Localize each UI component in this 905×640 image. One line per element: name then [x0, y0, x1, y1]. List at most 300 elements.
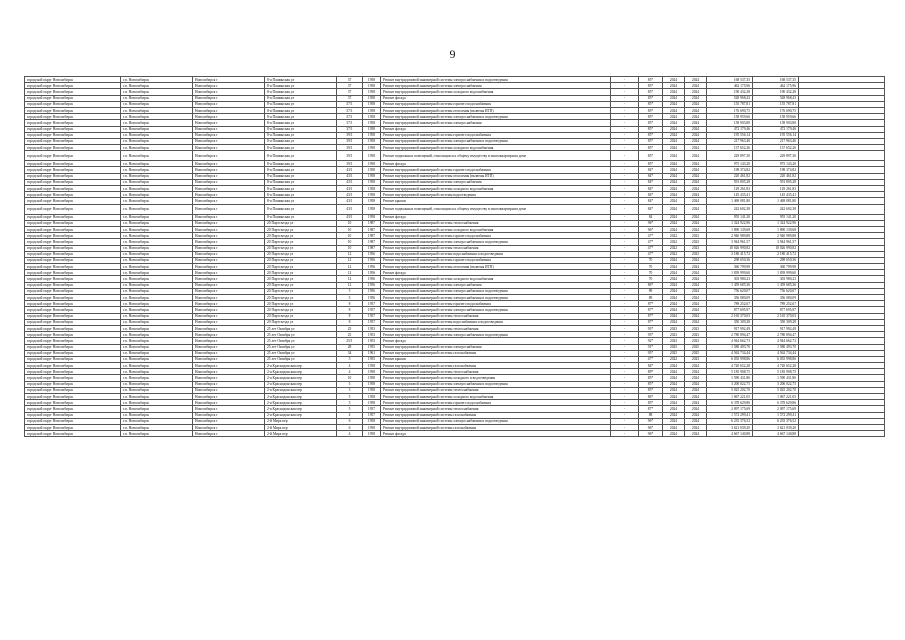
dash-cell: - [611, 251, 639, 257]
city-cell: Новосибирск г [193, 226, 265, 232]
dash-cell: - [611, 233, 639, 239]
work-type-cell: Ремонт внутридомовой инженерной системы холодного водоснабжения [381, 89, 611, 95]
total-cost-cell: 6 035 998,86 [753, 356, 799, 362]
house-number-cell: 39/1 [337, 132, 363, 138]
work-type-cell: Ремонт внутридомовой инженерной системы водоотведения [381, 192, 611, 198]
house-number-cell: 5 [337, 406, 363, 412]
municipality-cell: городской округ Новосибирск [25, 95, 121, 101]
street-cell: 8-я Пашинская ул [265, 151, 337, 161]
cost-cell: 1 469 081,80 [707, 198, 753, 204]
year-built-cell: 1955 [363, 344, 381, 350]
house-number-cell: 43/1 [337, 214, 363, 220]
house-number-cell: 4 [337, 412, 363, 418]
total-cost-cell: 2 780 894,47 [753, 332, 799, 338]
work-type-cell: Ремонт внутридомовой инженерной системы холодного водоснабжения [381, 226, 611, 232]
city-cell: Новосибирск г [193, 95, 265, 101]
cost-cell: 5 185 908,75 [707, 369, 753, 375]
cost-cell: 145 435,41 [707, 192, 753, 198]
cost-cell: 4 667 140,88 [707, 431, 753, 437]
dash-cell: - [611, 356, 639, 362]
municipality-cell: городской округ Новосибирск [25, 301, 121, 307]
city-cell: Новосибирск г [193, 282, 265, 288]
year-built-cell: 1958 [363, 77, 381, 83]
start-year-cell: 2024 [663, 145, 685, 151]
work-type-cell: Ремонт внутридомовой инженерной системы горячего водоснабжения [381, 101, 611, 107]
work-type-cell: Ремонт внутридомовой инженерной системы теплоснабжения [381, 313, 611, 319]
work-type-cell: Ремонт внутридомовой инженерной системы электроснабжения [381, 83, 611, 89]
work-type-cell: Ремонт внутридомовой инженерной системы холодного водоснабжения [381, 276, 611, 282]
year-built-cell: 1957 [363, 301, 381, 307]
work-type-cell: Ремонт внутридомовой инженерной системы холодного и водоотведения [381, 375, 611, 381]
house-number-cell: 12 [337, 251, 363, 257]
cost-cell: 2 097 175,69 [707, 406, 753, 412]
total-cost-cell: 1 469 081,80 [753, 198, 799, 204]
city-cell: Новосибирск г [193, 344, 265, 350]
work-type-cell: Ремонт внутридомовой инженерной системы теплоснабжения [381, 220, 611, 226]
work-type-cell: Ремонт внутридомовой инженерной системы отопления (включая ИТП) [381, 264, 611, 270]
year-built-cell: 1956 [363, 295, 381, 301]
end-year-cell: 2024 [685, 220, 707, 226]
settlement-cell: г.п. Новосибирск [121, 204, 193, 214]
settlement-cell: г.п. Новосибирск [121, 424, 193, 430]
work-type-cell: Ремонт внутридомовой инженерной системы газоснабжения [381, 350, 611, 356]
work-type-cell: Ремонт внутридомовой инженерной системы электроснабжения и водоотведения [381, 307, 611, 313]
year-built-cell: 1953 [363, 332, 381, 338]
street-cell: 20 Партсъезда ул [265, 239, 337, 245]
municipality-cell: городской округ Новосибирск [25, 167, 121, 173]
dash-cell: - [611, 295, 639, 301]
start-year-cell: 2022 [663, 245, 685, 251]
settlement-cell: г.п. Новосибирск [121, 301, 193, 307]
work-type-cell: Ремонт внутридомовой инженерной системы электроснабжения и водоотведения [381, 239, 611, 245]
city-cell: Новосибирск г [193, 114, 265, 120]
city-cell: Новосибирск г [193, 332, 265, 338]
city-cell: Новосибирск г [193, 192, 265, 198]
city-cell: Новосибирск г [193, 126, 265, 132]
year-built-cell: 1958 [363, 192, 381, 198]
cost-cell: 3 200 022,75 [707, 381, 753, 387]
cost-cell: 242 602,38 [707, 204, 753, 214]
house-number-cell: 12 [337, 276, 363, 282]
work-type-cell: Ремонт внутридомовой инженерной системы электроснабжения и водоотведения [381, 295, 611, 301]
city-cell: Новосибирск г [193, 363, 265, 369]
dash-cell: - [611, 424, 639, 430]
start-year-cell: 2024 [663, 167, 685, 173]
start-year-cell: 2024 [663, 400, 685, 406]
house-number-cell: 5 [337, 295, 363, 301]
work-type-cell: Ремонт крыши [381, 198, 611, 204]
cost-cell: 3 621 039,20 [707, 424, 753, 430]
end-year-cell: 2024 [685, 387, 707, 393]
house-number-cell: 25/1 [337, 338, 363, 344]
work-type-cell: Ремонт внутридомовой инженерной системы холодного водоснабжения [381, 145, 611, 151]
total-cost-cell: 5 025 202,70 [753, 387, 799, 393]
total-cost-cell: 2 940 989,88 [753, 233, 799, 239]
dash-cell: - [611, 167, 639, 173]
end-year-cell: 2024 [685, 107, 707, 113]
dash-cell: - [611, 186, 639, 192]
start-year-cell: 2024 [663, 226, 685, 232]
municipality-cell: городской округ Новосибирск [25, 325, 121, 331]
dash-cell: - [611, 325, 639, 331]
settlement-cell: г.п. Новосибирск [121, 167, 193, 173]
start-year-cell: 2024 [663, 369, 685, 375]
year-built-cell: 1958 [363, 120, 381, 126]
cost-cell: 1 324 922,96 [707, 220, 753, 226]
settlement-cell: г.п. Новосибирск [121, 387, 193, 393]
city-cell: Новосибирск г [193, 179, 265, 185]
settlement-cell: г.п. Новосибирск [121, 264, 193, 270]
dash-cell: - [611, 179, 639, 185]
city-cell: Новосибирск г [193, 167, 265, 173]
municipality-cell: городской округ Новосибирск [25, 132, 121, 138]
cost-cell: 158 903,80 [707, 120, 753, 126]
start-year-cell: 2024 [663, 319, 685, 325]
municipality-cell: городской округ Новосибирск [25, 276, 121, 282]
city-cell: Новосибирск г [193, 313, 265, 319]
city-cell: Новосибирск г [193, 288, 265, 294]
cost-cell: 756 620,07 [707, 288, 753, 294]
start-year-cell: 2024 [663, 186, 685, 192]
cost-cell: 6 378 629,86 [707, 400, 753, 406]
wear-percent-cell: 84* [639, 198, 663, 204]
cost-cell: 789 252,67 [707, 301, 753, 307]
settlement-cell: г.п. Новосибирск [121, 276, 193, 282]
work-type-cell: Ремонт внутридомовой инженерной системы электроснабжения и водоотведения [381, 138, 611, 144]
city-cell: Новосибирск г [193, 307, 265, 313]
year-built-cell: 1958 [363, 204, 381, 214]
work-type-cell: Ремонт внутридомовой инженерной системы электроснабжения [381, 344, 611, 350]
start-year-cell: 2024 [663, 257, 685, 263]
cost-cell: 5 025 202,70 [707, 387, 753, 393]
house-number-cell: 10 [337, 226, 363, 232]
street-cell: 20 Партсъезда ул [265, 288, 337, 294]
year-built-cell: 1958 [363, 151, 381, 161]
house-number-cell: 37 [337, 95, 363, 101]
house-number-cell: 8 [337, 307, 363, 313]
end-year-cell: 2024 [685, 226, 707, 232]
end-year-cell: 2024 [685, 282, 707, 288]
year-built-cell: 1956 [363, 270, 381, 276]
year-built-cell: 1958 [363, 387, 381, 393]
municipality-cell: городской округ Новосибирск [25, 424, 121, 430]
municipality-cell: городской округ Новосибирск [25, 226, 121, 232]
settlement-cell: г.п. Новосибирск [121, 412, 193, 418]
city-cell: Новосибирск г [193, 161, 265, 167]
house-number-cell: 12 [337, 257, 363, 263]
municipality-cell: городской округ Новосибирск [25, 338, 121, 344]
settlement-cell: г.п. Новосибирск [121, 307, 193, 313]
dash-cell: - [611, 138, 639, 144]
dash-cell: - [611, 107, 639, 113]
street-cell: 8-я Пашинская ул [265, 138, 337, 144]
work-type-cell: Ремонт внутридомовой инженерной системы газоснабжения [381, 424, 611, 430]
start-year-cell: 2024 [663, 101, 685, 107]
street-cell: 20 Партсъезда ул [265, 233, 337, 239]
city-cell: Новосибирск г [193, 89, 265, 95]
dash-cell: - [611, 301, 639, 307]
city-cell: Новосибирск г [193, 120, 265, 126]
total-cost-cell: 303 980,23 [753, 276, 799, 282]
total-cost-cell: 462 175,96 [753, 83, 799, 89]
start-year-cell: 2024 [663, 276, 685, 282]
total-cost-cell: 176 690,75 [753, 107, 799, 113]
municipality-cell: городской округ Новосибирск [25, 264, 121, 270]
municipality-cell: городской округ Новосибирск [25, 101, 121, 107]
settlement-cell: г.п. Новосибирск [121, 151, 193, 161]
year-built-cell: 1958 [363, 186, 381, 192]
end-year-cell: 2024 [685, 431, 707, 437]
city-cell: Новосибирск г [193, 83, 265, 89]
end-year-cell: 2024 [685, 204, 707, 214]
work-type-cell: Ремонт фасада [381, 214, 611, 220]
year-built-cell: 1958 [363, 114, 381, 120]
start-year-cell: 2024 [663, 375, 685, 381]
start-year-cell: 2024 [663, 307, 685, 313]
settlement-cell: г.п. Новосибирск [121, 375, 193, 381]
start-year-cell: 2024 [663, 264, 685, 270]
start-year-cell: 2024 [663, 95, 685, 101]
street-cell: 8-я Пашинская ул [265, 204, 337, 214]
end-year-cell: 2023 [685, 332, 707, 338]
municipality-cell: городской округ Новосибирск [25, 83, 121, 89]
dash-cell: - [611, 245, 639, 251]
house-number-cell: 43/1 [337, 192, 363, 198]
city-cell: Новосибирск г [193, 394, 265, 400]
dash-cell: - [611, 239, 639, 245]
work-type-cell: Ремонт внутридомовой инженерной системы теплоснабжения [381, 406, 611, 412]
cost-cell: 1 067 221,05 [707, 394, 753, 400]
municipality-cell: городской округ Новосибирск [25, 214, 121, 220]
street-cell: 25 лет Октября ул [265, 356, 337, 362]
start-year-cell: 2024 [663, 301, 685, 307]
street-cell: 2-й Мира пер [265, 418, 337, 424]
dash-cell: - [611, 276, 639, 282]
dash-cell: - [611, 120, 639, 126]
cost-cell: 298 650,36 [707, 257, 753, 263]
wear-percent-cell: 96* [639, 418, 663, 424]
dash-cell: - [611, 101, 639, 107]
street-cell: 8-я Пашинская ул [265, 83, 337, 89]
wear-percent-cell: 85* [639, 161, 663, 167]
end-year-cell: 2024 [685, 400, 707, 406]
end-year-cell: 2024 [685, 363, 707, 369]
cost-cell: 528 968,43 [707, 95, 753, 101]
street-cell: 20 Партсъезда ул [265, 226, 337, 232]
start-year-cell: 2024 [663, 138, 685, 144]
start-year-cell: 2024 [663, 214, 685, 220]
city-cell: Новосибирск г [193, 406, 265, 412]
cost-cell: 3 944 961,57 [707, 239, 753, 245]
municipality-cell: городской округ Новосибирск [25, 288, 121, 294]
street-cell: 2-я Краснодонская пер [265, 400, 337, 406]
street-cell: 8-я Пашинская ул [265, 167, 337, 173]
house-number-cell: 3 [337, 381, 363, 387]
total-cost-cell: 3 621 039,20 [753, 424, 799, 430]
wear-percent-cell: 47* [639, 239, 663, 245]
end-year-cell: 2024 [685, 161, 707, 167]
end-year-cell: 2024 [685, 295, 707, 301]
house-number-cell: 8 [337, 319, 363, 325]
start-year-cell: 2024 [663, 83, 685, 89]
end-year-cell: 2024 [685, 167, 707, 173]
total-cost-cell: 528 968,43 [753, 95, 799, 101]
settlement-cell: г.п. Новосибирск [121, 126, 193, 132]
start-year-cell: 2024 [663, 89, 685, 95]
street-cell: 8-я Пашинская ул [265, 77, 337, 83]
street-cell: 2-я Краснодонская пер [265, 363, 337, 369]
work-type-cell: Ремонт внутридомовой инженерной системы горячего водоснабжения [381, 257, 611, 263]
municipality-cell: городской округ Новосибирск [25, 239, 121, 245]
end-year-cell: 2024 [685, 83, 707, 89]
end-year-cell: 2024 [685, 301, 707, 307]
street-cell: 20 Партсъезда ул [265, 220, 337, 226]
total-cost-cell: 1 324 922,96 [753, 220, 799, 226]
house-number-cell: 43/1 [337, 186, 363, 192]
municipality-cell: городской округ Новосибирск [25, 161, 121, 167]
city-cell: Новосибирск г [193, 198, 265, 204]
house-number-cell: 4 [337, 369, 363, 375]
wear-percent-cell: 87* [639, 313, 663, 319]
street-cell: 20 Партсъезда ул [265, 319, 337, 325]
wear-percent-cell: 91* [639, 344, 663, 350]
city-cell: Новосибирск г [193, 239, 265, 245]
house-number-cell: 6 [337, 418, 363, 424]
house-number-cell: 12 [337, 270, 363, 276]
city-cell: Новосибирск г [193, 214, 265, 220]
settlement-cell: г.п. Новосибирск [121, 369, 193, 375]
settlement-cell: г.п. Новосибирск [121, 363, 193, 369]
total-cost-cell: 6 235 376,52 [753, 418, 799, 424]
city-cell: Новосибирск г [193, 220, 265, 226]
start-year-cell: 2023 [663, 325, 685, 331]
house-number-cell: 3 [337, 387, 363, 393]
total-cost-cell: 129 261,83 [753, 186, 799, 192]
work-type-cell: Ремонт внутридомовой инженерной системы газоснабжения [381, 363, 611, 369]
dash-cell: - [611, 114, 639, 120]
house-number-cell: 10 [337, 220, 363, 226]
total-cost-cell: 360 799,98 [753, 264, 799, 270]
dash-cell: - [611, 381, 639, 387]
total-cost-cell: 877 695,97 [753, 307, 799, 313]
dash-cell: - [611, 412, 639, 418]
city-cell: Новосибирск г [193, 245, 265, 251]
settlement-cell: г.п. Новосибирск [121, 332, 193, 338]
start-year-cell: 2024 [663, 132, 685, 138]
year-built-cell: 1953 [363, 325, 381, 331]
dash-cell: - [611, 282, 639, 288]
start-year-cell: 2024 [663, 381, 685, 387]
start-year-cell: 2023 [663, 338, 685, 344]
street-cell: 8-я Пашинская ул [265, 132, 337, 138]
city-cell: Новосибирск г [193, 387, 265, 393]
municipality-cell: городской округ Новосибирск [25, 151, 121, 161]
wear-percent-cell: 85* [639, 387, 663, 393]
settlement-cell: г.п. Новосибирск [121, 288, 193, 294]
city-cell: Новосибирск г [193, 132, 265, 138]
city-cell: Новосибирск г [193, 350, 265, 356]
year-built-cell: 1957 [363, 406, 381, 412]
house-number-cell: 12 [337, 282, 363, 288]
street-cell: 8-я Пашинская ул [265, 126, 337, 132]
dash-cell: - [611, 338, 639, 344]
city-cell: Новосибирск г [193, 375, 265, 381]
cost-cell: 591 805,28 [707, 179, 753, 185]
note-cell [799, 431, 885, 437]
total-cost-cell: 168 537,35 [753, 77, 799, 83]
cost-cell: 168 537,35 [707, 77, 753, 83]
house-number-cell: 37/1 [337, 101, 363, 107]
end-year-cell: 2024 [685, 319, 707, 325]
cost-cell: 1 890 139,68 [707, 226, 753, 232]
settlement-cell: г.п. Новосибирск [121, 313, 193, 319]
house-number-cell: 6 [337, 424, 363, 430]
dash-cell: - [611, 220, 639, 226]
dash-cell: - [611, 418, 639, 424]
street-cell: 20 Партсъезда ул [265, 276, 337, 282]
settlement-cell: г.п. Новосибирск [121, 394, 193, 400]
work-type-cell: Ремонт внутридомовой инженерной системы горячего водоснабжения [381, 301, 611, 307]
cost-cell: 220 461,82 [707, 173, 753, 179]
wear-percent-cell: 70 [639, 270, 663, 276]
end-year-cell: 2024 [685, 276, 707, 282]
municipality-cell: городской округ Новосибирск [25, 387, 121, 393]
cost-cell: 195 556,14 [707, 132, 753, 138]
city-cell: Новосибирск г [193, 251, 265, 257]
start-year-cell: 2024 [663, 204, 685, 214]
total-cost-cell: 917 992,49 [753, 325, 799, 331]
settlement-cell: г.п. Новосибирск [121, 95, 193, 101]
city-cell: Новосибирск г [193, 338, 265, 344]
wear-percent-cell: 84* [639, 173, 663, 179]
street-cell: 20 Партсъезда ул [265, 282, 337, 288]
work-type-cell: Ремонт подвальных помещений, относящихся к общему имуществу в многоквартирном доме [381, 204, 611, 214]
street-cell: 25 лет Октября ул [265, 350, 337, 356]
cost-cell: 1 580 493,70 [707, 344, 753, 350]
year-built-cell: 1956 [363, 251, 381, 257]
city-cell: Новосибирск г [193, 369, 265, 375]
total-cost-cell: 190 432,28 [753, 89, 799, 95]
cost-cell: 129 261,83 [707, 186, 753, 192]
end-year-cell: 2023 [685, 239, 707, 245]
cost-cell: 462 175,96 [707, 83, 753, 89]
total-cost-cell: 217 963,46 [753, 138, 799, 144]
dash-cell: - [611, 126, 639, 132]
dash-cell: - [611, 132, 639, 138]
work-type-cell: Ремонт фасада [381, 338, 611, 344]
year-built-cell: 1987 [363, 226, 381, 232]
municipality-cell: городской округ Новосибирск [25, 375, 121, 381]
cost-cell: 877 695,97 [707, 307, 753, 313]
end-year-cell: 2024 [685, 138, 707, 144]
total-cost-cell: 4 667 140,88 [753, 431, 799, 437]
end-year-cell: 2024 [685, 406, 707, 412]
start-year-cell: 2024 [663, 406, 685, 412]
year-built-cell: 1957 [363, 319, 381, 325]
municipality-cell: городской округ Новосибирск [25, 120, 121, 126]
house-number-cell: 43/1 [337, 173, 363, 179]
year-built-cell: 1957 [363, 307, 381, 313]
year-built-cell: 1958 [363, 179, 381, 185]
year-built-cell: 1958 [363, 107, 381, 113]
dash-cell: - [611, 307, 639, 313]
settlement-cell: г.п. Новосибирск [121, 220, 193, 226]
settlement-cell: г.п. Новосибирск [121, 161, 193, 167]
total-cost-cell: 955 141,20 [753, 214, 799, 220]
wear-percent-cell: 85* [639, 126, 663, 132]
house-number-cell: 37/1 [337, 114, 363, 120]
street-cell: 8-я Пашинская ул [265, 89, 337, 95]
